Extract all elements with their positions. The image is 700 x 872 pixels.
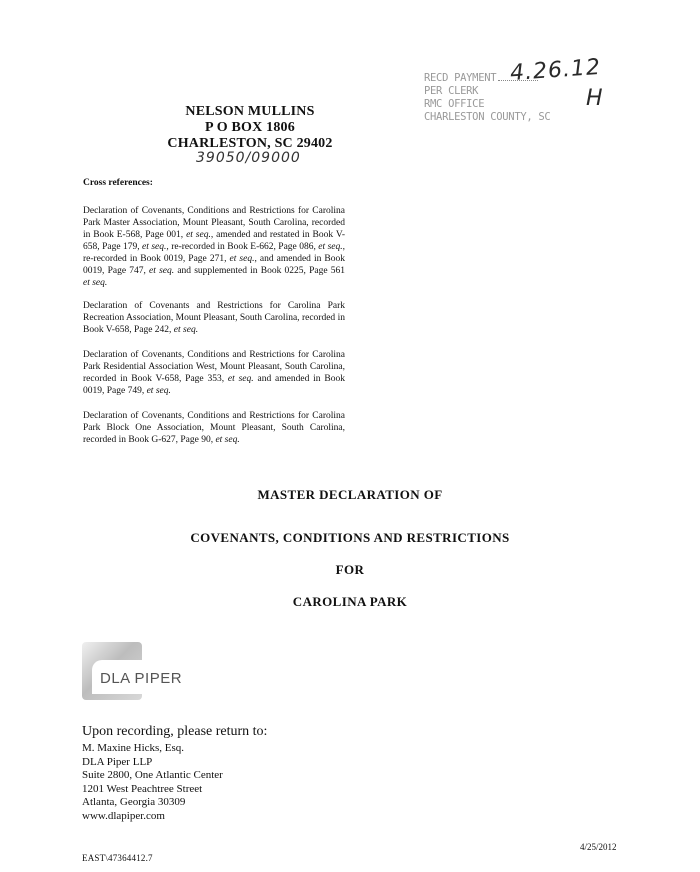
document-title-line-1: MASTER DECLARATION OF	[257, 487, 443, 502]
dla-piper-logo	[82, 636, 182, 702]
document-title-line-4: CAROLINA PARK	[292, 594, 408, 609]
et-seq-text: et seq.	[229, 254, 255, 264]
handwritten-initial: H	[586, 86, 603, 111]
et-seq-text: et seq.	[149, 266, 175, 276]
cross-reference-text: Declaration of Covenants and Restrictions for Carolina Park Recreation Association, Mount Pleasant, South Carolina, recorded in Book V-658, Page 242,	[83, 301, 345, 335]
return-address-block	[150, 104, 350, 152]
stamp-line-2: PER CLERK	[424, 85, 479, 97]
return-to-line: M. Maxine Hicks, Esq.	[82, 742, 185, 754]
et-seq-text: et seq.	[318, 242, 343, 252]
stamp-line-1: RECD PAYMENT	[424, 72, 497, 84]
stamp-line-3: RMC OFFICE	[424, 98, 485, 110]
cross-reference-paragraph	[83, 205, 345, 289]
return-address-line-1: NELSON MULLINS	[185, 104, 315, 119]
cross-reference-text: Declaration of Covenants, Conditions and Restrictions for Carolina Park Master Association, Mount Pleasant, South Carolina, recorded in Book E-568, Page 001,	[83, 206, 345, 240]
et-seq-text: et seq.	[146, 386, 171, 396]
return-to-line: Suite 2800, One Atlantic Center	[82, 769, 223, 781]
cross-reference-paragraph	[83, 300, 345, 336]
return-to-website-link[interactable]: www.dlapiper.com	[82, 809, 165, 822]
return-address-line-3: CHARLESTON, SC 29402	[167, 136, 333, 151]
cross-reference-text: and supplemented in Book 0225, Page 561	[174, 266, 345, 276]
document-id: EAST\47364412.7	[82, 853, 153, 863]
cross-reference-text: and amended in Book 0019, Page 749,	[83, 374, 345, 396]
cross-reference-text: , and amended in Book 0019, Page 747,	[83, 254, 345, 276]
cross-reference-paragraph	[83, 410, 345, 446]
cross-reference-text: , re-recorded in Book 0019, Page 271,	[83, 242, 345, 264]
handwritten-date: 4.26.12	[509, 54, 602, 87]
return-to-line: Atlanta, Georgia 30309	[82, 796, 186, 808]
et-seq-text: et seq.	[142, 242, 167, 252]
stamp-line-4: CHARLESTON COUNTY, SC	[424, 111, 551, 123]
cross-reference-text: Declaration of Covenants, Conditions and Restrictions for Carolina Park Block One Association, Mount Pleasant, South Carolina, recorded in Book G-627, Page 90,	[83, 411, 345, 445]
handwritten-file-number: 39050/09000	[196, 150, 301, 166]
et-seq-text: et seq.	[186, 230, 211, 240]
cross-references-heading: Cross references:	[83, 178, 153, 188]
return-to-line: 1201 West Peachtree Street	[82, 782, 203, 795]
cross-reference-text: , re-recorded in Book E-662, Page 086,	[166, 242, 319, 252]
document-title-line-2: COVENANTS, CONDITIONS AND RESTRICTIONS	[190, 530, 510, 545]
return-to-heading: Upon recording, please return to:	[82, 724, 268, 739]
cross-reference-text: Declaration of Covenants, Conditions and Restrictions for Carolina Park Residential Association West, Mount Pleasant, South Carolina, recorded in Book V-658, Page 353,	[83, 350, 345, 384]
cross-reference-paragraph	[83, 349, 345, 397]
logo-wordmark: DLA PIPER	[100, 670, 183, 687]
return-to-address	[82, 742, 223, 823]
footer-date: 4/25/2012	[580, 842, 617, 852]
document-title-line-3: FOR	[335, 562, 365, 577]
cross-reference-text: , amended and restated in Book V-658, Page 179,	[83, 230, 345, 252]
et-seq-text: et seq.	[215, 435, 240, 445]
return-address-line-2: P O BOX 1806	[205, 120, 295, 135]
et-seq-text: et seq.	[173, 325, 199, 335]
et-seq-text: et seq.	[227, 374, 254, 384]
return-to-line: DLA Piper LLP	[82, 755, 153, 768]
et-seq-text: et seq.	[83, 278, 108, 288]
